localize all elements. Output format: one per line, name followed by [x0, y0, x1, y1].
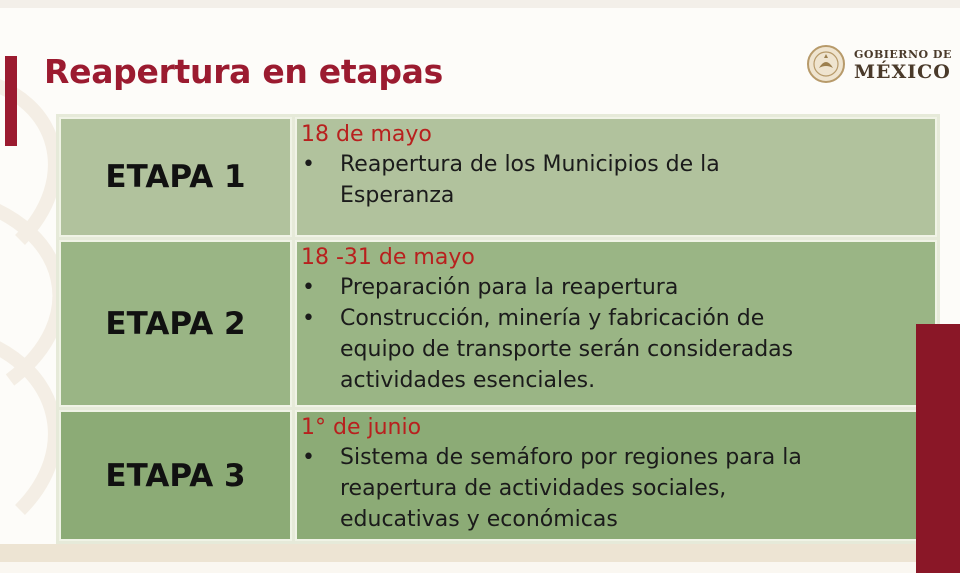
logo-text-line2: MÉXICO [854, 61, 951, 83]
stage-2-item-1 [301, 272, 937, 303]
bottom-strip [0, 544, 916, 562]
page-title: Reapertura en etapas [44, 52, 443, 91]
accent-bar-left [5, 56, 17, 146]
accent-bar-right [916, 324, 960, 573]
stage-1-item-line: Esperanza [340, 183, 455, 208]
stage-1-date: 18 de mayo [301, 122, 432, 147]
government-logo [806, 44, 954, 84]
stage-1-item [301, 149, 937, 211]
stage-2-body [295, 240, 937, 407]
bottom-strip-light [0, 562, 916, 573]
stage-3-body [295, 410, 937, 541]
stage-3-label: ETAPA 3 [59, 410, 292, 541]
top-strip [0, 0, 960, 8]
bullet-icon: • [302, 275, 315, 300]
bullet-icon: • [302, 445, 315, 470]
eagle-seal-icon [806, 44, 846, 84]
stage-3-date: 1° de junio [301, 415, 422, 440]
stage-2-item-2-line: equipo de transporte serán consideradas [340, 337, 794, 362]
stage-1-body [295, 117, 937, 237]
stage-2-date: 18 -31 de mayo [301, 245, 475, 270]
stage-2-item-2-line: Construcción, minería y fabricación de [340, 306, 765, 331]
stage-3-item-line: educativas y económicas [340, 507, 618, 532]
stage-2-item-2 [301, 303, 937, 396]
stage-1-item-line: Reapertura de los Municipios de la [340, 152, 720, 177]
stage-2-item-2-line: actividades esenciales. [340, 368, 596, 393]
stage-3-item [301, 442, 937, 535]
stages-table [56, 114, 940, 544]
stage-3-item-line: Sistema de semáforo por regiones para la [340, 445, 802, 470]
stage-2-label: ETAPA 2 [59, 240, 292, 407]
stage-1-label: ETAPA 1 [59, 117, 292, 237]
bullet-icon: • [302, 152, 315, 177]
stage-2-item-1-line: Preparación para la reapertura [340, 275, 679, 300]
stage-3-item-line: reapertura de actividades sociales, [340, 476, 727, 501]
logo-text-line1: GOBIERNO DE [854, 48, 952, 61]
bullet-icon: • [302, 306, 315, 331]
